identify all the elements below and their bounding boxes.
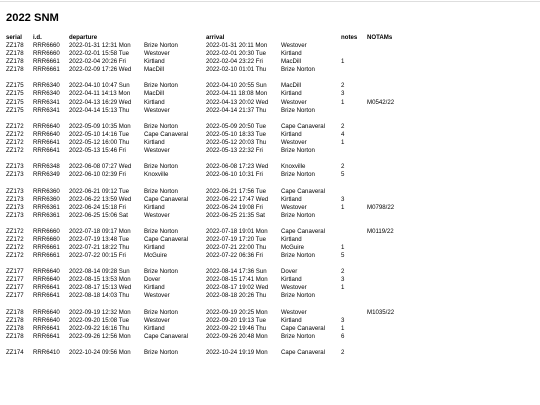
serial-cell: ZZ175: [6, 82, 24, 90]
serial-cell: ZZ173: [6, 171, 24, 179]
table-row: [6, 139, 536, 147]
serial-cell: ZZ172: [6, 138, 24, 146]
table-row: [6, 107, 536, 115]
notes-cell: 2: [341, 349, 345, 357]
arrival-location-cell: Dover: [281, 268, 298, 276]
departure-time-cell: 2022-07-21 18:22 Thu: [69, 244, 130, 251]
notes-cell: 3: [341, 276, 345, 284]
id-cell: RRR6660: [33, 235, 60, 243]
serial-cell: ZZ173: [6, 195, 24, 203]
table-row: [6, 252, 536, 260]
notes-cell: 2: [341, 82, 345, 90]
arrival-location-cell: MacDill: [281, 58, 301, 66]
arrival-location-cell: Kirtland: [281, 276, 302, 284]
notes-cell: 6: [341, 332, 345, 340]
departure-time-cell: 2022-02-01 15:58 Tue: [69, 50, 129, 58]
departure-time-cell: 2022-07-18 09:17 Mon: [69, 227, 131, 235]
arrival-location-cell: MacDill: [281, 82, 301, 90]
departure-location-cell: MacDill: [144, 90, 164, 98]
notes-cell: 1: [341, 138, 345, 146]
serial-cell: ZZ177: [6, 276, 24, 284]
departure-time-cell: 2022-01-31 12:31 Mon: [69, 42, 131, 49]
table-row: [6, 268, 536, 276]
id-cell: RRR6660: [33, 50, 60, 58]
arrival-time-cell: 2022-09-20 19:13 Tue: [206, 316, 266, 324]
table-row: [6, 171, 536, 179]
serial-cell: ZZ172: [6, 235, 24, 243]
serial-cell: ZZ172: [6, 130, 24, 138]
notams-cell: M0798/22: [367, 203, 395, 211]
arrival-time-cell: 2022-02-04 23:22 Fri: [206, 58, 263, 66]
arrival-time-cell: 2022-04-11 18:08 Mon: [206, 90, 268, 98]
notes-cell: 1: [341, 324, 345, 332]
notes-cell: 1: [341, 244, 345, 251]
departure-time-cell: 2022-04-10 10:47 Sun: [69, 82, 130, 90]
departure-time-cell: 2022-08-17 15:13 Wed: [69, 284, 132, 292]
departure-location-cell: Cape Canaveral: [144, 195, 189, 203]
serial-cell: ZZ172: [6, 252, 24, 260]
departure-location-cell: Cape Canaveral: [144, 130, 189, 138]
serial-cell: ZZ177: [6, 284, 24, 292]
departure-location-cell: Brize Norton: [144, 122, 178, 130]
departure-time-cell: 2022-07-19 13:48 Tue: [69, 235, 129, 243]
serial-cell: ZZ178: [6, 42, 24, 49]
arrival-location-cell: Brize Norton: [281, 66, 315, 74]
departure-location-cell: Westover: [144, 146, 170, 154]
serial-cell: ZZ173: [6, 187, 24, 195]
arrival-time-cell: 2022-04-13 20:02 Wed: [206, 98, 269, 106]
departure-time-cell: 2022-06-21 09:12 Tue: [69, 187, 129, 195]
id-cell: RRR6361: [33, 203, 60, 211]
id-cell: RRR6661: [33, 66, 60, 74]
serial-cell: ZZ175: [6, 98, 24, 106]
serial-cell: ZZ178: [6, 316, 24, 324]
table-row: [6, 188, 536, 196]
arrival-time-cell: 2022-07-22 06:36 Fri: [206, 252, 263, 260]
header-id: i.d.: [33, 34, 42, 41]
id-cell: RRR6641: [33, 138, 60, 146]
serial-cell: ZZ172: [6, 227, 24, 235]
table-row: [6, 309, 536, 317]
serial-cell: ZZ172: [6, 244, 24, 251]
arrival-time-cell: 2022-06-24 19:08 Fri: [206, 203, 263, 211]
departure-location-cell: Kirtland: [144, 284, 165, 292]
id-cell: RRR6361: [33, 211, 60, 219]
arrival-location-cell: Kirtland: [281, 50, 302, 58]
id-cell: RRR6640: [33, 130, 60, 138]
id-cell: RRR6660: [33, 42, 60, 49]
table-row: [6, 333, 536, 341]
departure-location-cell: Westover: [144, 292, 170, 300]
departure-time-cell: 2022-05-12 16:00 Thu: [69, 138, 130, 146]
departure-time-cell: 2022-09-26 12:56 Mon: [69, 332, 131, 340]
departure-time-cell: 2022-08-14 09:28 Sun: [69, 268, 130, 276]
id-cell: RRR6661: [33, 58, 60, 66]
arrival-time-cell: 2022-06-22 17:47 Wed: [206, 195, 269, 203]
departure-time-cell: 2022-06-25 15:06 Sat: [69, 211, 128, 219]
serial-cell: ZZ177: [6, 268, 24, 276]
serial-cell: ZZ178: [6, 332, 24, 340]
arrival-time-cell: 2022-08-14 17:36 Sun: [206, 268, 267, 276]
id-cell: RRR6340: [33, 90, 60, 98]
id-cell: RRR6661: [33, 244, 60, 251]
departure-location-cell: Knoxville: [144, 171, 169, 179]
table-row: [6, 82, 536, 90]
id-cell: RRR6661: [33, 252, 60, 260]
arrival-location-cell: Kirtland: [281, 235, 302, 243]
departure-time-cell: 2022-09-20 15:08 Tue: [69, 316, 129, 324]
arrival-location-cell: Westover: [281, 42, 307, 49]
arrival-time-cell: 2022-09-19 20:25 Mon: [206, 308, 268, 316]
arrival-location-cell: Cape Canaveral: [281, 324, 326, 332]
header-notes: notes: [341, 34, 358, 41]
arrival-location-cell: Cape Canaveral: [281, 227, 326, 235]
notams-cell: M0542/22: [367, 98, 395, 106]
table-row: [6, 236, 536, 244]
id-cell: RRR6640: [33, 268, 60, 276]
id-cell: RRR6349: [33, 171, 60, 179]
departure-location-cell: Brize Norton: [144, 268, 178, 276]
id-cell: RRR6410: [33, 349, 60, 357]
arrival-location-cell: Brize Norton: [281, 252, 315, 260]
departure-location-cell: Kirtland: [144, 324, 165, 332]
table-row: [6, 147, 536, 155]
arrival-location-cell: Cape Canaveral: [281, 122, 326, 130]
serial-cell: ZZ175: [6, 106, 24, 114]
departure-time-cell: 2022-08-18 14:03 Thu: [69, 292, 130, 300]
id-cell: RRR6641: [33, 146, 60, 154]
top-divider: [0, 1, 540, 2]
arrival-location-cell: McGuire: [281, 244, 305, 251]
departure-location-cell: Westover: [144, 50, 170, 58]
notes-cell: 4: [341, 130, 345, 138]
id-cell: RRR6640: [33, 308, 60, 316]
departure-location-cell: Dover: [144, 276, 161, 284]
departure-time-cell: 2022-08-15 13:53 Mon: [69, 276, 131, 284]
table-row: [6, 349, 536, 357]
notes-cell: 5: [341, 252, 345, 260]
table-row: [6, 42, 536, 50]
departure-time-cell: 2022-10-24 09:56 Mon: [69, 349, 131, 357]
departure-time-cell: 2022-05-09 10:35 Mon: [69, 122, 131, 130]
id-cell: RRR6341: [33, 106, 60, 114]
arrival-location-cell: Kirtland: [281, 90, 302, 98]
id-cell: RRR6641: [33, 284, 60, 292]
table-row: [6, 244, 536, 252]
departure-time-cell: 2022-04-11 14:13 Mon: [69, 90, 131, 98]
serial-cell: ZZ173: [6, 203, 24, 211]
table-row: [6, 66, 536, 74]
arrival-location-cell: Kirtland: [281, 130, 302, 138]
notes-cell: 2: [341, 268, 345, 276]
departure-location-cell: Kirtland: [144, 138, 165, 146]
notes-cell: 1: [341, 58, 345, 66]
notams-cell: M0119/22: [367, 227, 394, 235]
arrival-time-cell: 2022-05-10 18:33 Tue: [206, 130, 266, 138]
table-row: [6, 123, 536, 131]
table-row: [6, 317, 536, 325]
arrival-time-cell: 2022-04-10 20:55 Sun: [206, 82, 267, 90]
arrival-location-cell: Westover: [281, 308, 307, 316]
departure-location-cell: Cape Canaveral: [144, 235, 189, 243]
departure-time-cell: 2022-04-13 16:29 Wed: [69, 98, 132, 106]
arrival-location-cell: Brize Norton: [281, 146, 315, 154]
table-row: [6, 325, 536, 333]
header-notams: NOTAMs: [367, 34, 393, 41]
header-arrival: arrival: [206, 34, 225, 41]
table-row: [6, 284, 536, 292]
departure-time-cell: 2022-05-13 15:46 Fri: [69, 146, 126, 154]
id-cell: RRR6660: [33, 227, 60, 235]
arrival-location-cell: Brize Norton: [281, 292, 315, 300]
arrival-time-cell: 2022-10-24 19:19 Mon: [206, 349, 268, 357]
arrival-time-cell: 2022-07-19 17:20 Tue: [206, 235, 266, 243]
page-title: 2022 SNM: [6, 12, 59, 24]
departure-time-cell: 2022-06-24 15:18 Fri: [69, 203, 126, 211]
arrival-time-cell: 2022-08-17 19:02 Wed: [206, 284, 269, 292]
header-serial: serial: [6, 34, 22, 41]
arrival-time-cell: 2022-08-18 20:26 Thu: [206, 292, 267, 300]
arrival-time-cell: 2022-06-10 10:31 Fri: [206, 171, 263, 179]
serial-cell: ZZ178: [6, 66, 24, 74]
departure-time-cell: 2022-02-09 17:26 Wed: [69, 66, 132, 74]
departure-time-cell: 2022-09-22 16:16 Thu: [69, 324, 130, 332]
arrival-time-cell: 2022-02-10 01:01 Thu: [206, 66, 267, 74]
serial-cell: ZZ173: [6, 163, 24, 171]
serial-cell: ZZ177: [6, 292, 24, 300]
table-row: [6, 196, 536, 204]
table-row: [6, 212, 536, 220]
departure-location-cell: Brize Norton: [144, 187, 178, 195]
notes-cell: 1: [341, 284, 345, 292]
departure-location-cell: Brize Norton: [144, 82, 178, 90]
serial-cell: ZZ173: [6, 211, 24, 219]
arrival-location-cell: Cape Canaveral: [281, 187, 326, 195]
arrival-time-cell: 2022-08-15 17:41 Mon: [206, 276, 268, 284]
arrival-time-cell: 2022-07-18 19:01 Mon: [206, 227, 268, 235]
departure-location-cell: Westover: [144, 316, 170, 324]
table-row: [6, 276, 536, 284]
arrival-time-cell: 2022-05-13 22:32 Fri: [206, 146, 263, 154]
table-row: [6, 292, 536, 300]
arrival-time-cell: 2022-01-31 20:11 Mon: [206, 42, 268, 49]
arrival-location-cell: Brize Norton: [281, 332, 315, 340]
table-row: [6, 99, 536, 107]
arrival-time-cell: 2022-07-21 22:00 Thu: [206, 244, 267, 251]
id-cell: RRR6360: [33, 187, 60, 195]
notams-cell: M1035/22: [367, 308, 395, 316]
table-row: [6, 131, 536, 139]
arrival-location-cell: Westover: [281, 98, 307, 106]
arrival-time-cell: 2022-09-22 19:46 Thu: [206, 324, 267, 332]
notes-cell: 1: [341, 203, 345, 211]
departure-location-cell: Brize Norton: [144, 163, 178, 171]
arrival-location-cell: Brize Norton: [281, 106, 315, 114]
table-row: [6, 58, 536, 66]
arrival-location-cell: Kirtland: [281, 316, 302, 324]
serial-cell: ZZ178: [6, 50, 24, 58]
serial-cell: ZZ172: [6, 122, 24, 130]
arrival-location-cell: Westover: [281, 138, 307, 146]
departure-time-cell: 2022-06-08 07:27 Wed: [69, 163, 132, 171]
departure-location-cell: Kirtland: [144, 203, 165, 211]
arrival-time-cell: 2022-06-08 17:23 Wed: [206, 163, 269, 171]
id-cell: RRR6640: [33, 316, 60, 324]
id-cell: RRR6340: [33, 82, 60, 90]
id-cell: RRR6641: [33, 292, 60, 300]
arrival-time-cell: 2022-09-26 20:48 Mon: [206, 332, 268, 340]
arrival-time-cell: 2022-06-25 21:35 Sat: [206, 211, 265, 219]
id-cell: RRR6348: [33, 163, 60, 171]
departure-location-cell: McGuire: [144, 252, 168, 260]
notes-cell: 5: [341, 171, 345, 179]
arrival-location-cell: Brize Norton: [281, 171, 315, 179]
arrival-location-cell: Westover: [281, 284, 307, 292]
arrival-time-cell: 2022-04-14 21:37 Thu: [206, 106, 267, 114]
serial-cell: ZZ178: [6, 324, 24, 332]
table-row: [6, 90, 536, 98]
notes-cell: 1: [341, 98, 345, 106]
departure-location-cell: Brize Norton: [144, 308, 178, 316]
arrival-time-cell: 2022-05-12 20:03 Thu: [206, 138, 267, 146]
table-row: [6, 50, 536, 58]
departure-location-cell: Kirtland: [144, 58, 165, 66]
header-departure: departure: [69, 34, 98, 41]
serial-cell: ZZ174: [6, 349, 24, 357]
arrival-location-cell: Brize Norton: [281, 211, 315, 219]
notes-cell: 3: [341, 90, 345, 98]
arrival-time-cell: 2022-06-21 17:56 Tue: [206, 187, 266, 195]
departure-location-cell: Brize Norton: [144, 227, 178, 235]
departure-location-cell: Brize Norton: [144, 349, 178, 357]
departure-time-cell: 2022-02-04 20:26 Fri: [69, 58, 126, 66]
serial-cell: ZZ172: [6, 146, 24, 154]
arrival-location-cell: Cape Canaveral: [281, 349, 326, 357]
id-cell: RRR6641: [33, 332, 60, 340]
departure-location-cell: Brize Norton: [144, 42, 178, 49]
departure-time-cell: 2022-09-19 12:32 Mon: [69, 308, 131, 316]
id-cell: RRR6640: [33, 122, 60, 130]
departure-time-cell: 2022-06-22 13:59 Wed: [69, 195, 132, 203]
departure-location-cell: Kirtland: [144, 244, 165, 251]
serial-cell: ZZ175: [6, 90, 24, 98]
notes-cell: 2: [341, 163, 345, 171]
arrival-location-cell: Knoxville: [281, 163, 306, 171]
departure-location-cell: Kirtland: [144, 98, 165, 106]
departure-time-cell: 2022-07-22 00:15 Fri: [69, 252, 126, 260]
departure-time-cell: 2022-04-14 15:13 Thu: [69, 106, 130, 114]
arrival-location-cell: Kirtland: [281, 195, 302, 203]
departure-time-cell: 2022-05-10 14:16 Tue: [69, 130, 129, 138]
arrival-time-cell: 2022-02-01 20:30 Tue: [206, 50, 266, 58]
departure-location-cell: Cape Canaveral: [144, 332, 189, 340]
id-cell: RRR6641: [33, 324, 60, 332]
arrival-time-cell: 2022-05-09 20:50 Tue: [206, 122, 266, 130]
departure-time-cell: 2022-06-10 02:39 Fri: [69, 171, 126, 179]
id-cell: RRR6360: [33, 195, 60, 203]
table-row: [6, 163, 536, 171]
notes-cell: 3: [341, 195, 345, 203]
table-row: [6, 204, 536, 212]
id-cell: RRR6640: [33, 276, 60, 284]
table-row: [6, 228, 536, 236]
id-cell: RRR6341: [33, 98, 60, 106]
departure-location-cell: Westover: [144, 106, 170, 114]
departure-location-cell: MacDill: [144, 66, 164, 74]
serial-cell: ZZ178: [6, 308, 24, 316]
arrival-location-cell: Westover: [281, 203, 307, 211]
notes-cell: 2: [341, 122, 345, 130]
serial-cell: ZZ178: [6, 58, 24, 66]
notes-cell: 3: [341, 316, 345, 324]
departure-location-cell: Westover: [144, 211, 170, 219]
flights-table: [6, 34, 536, 396]
